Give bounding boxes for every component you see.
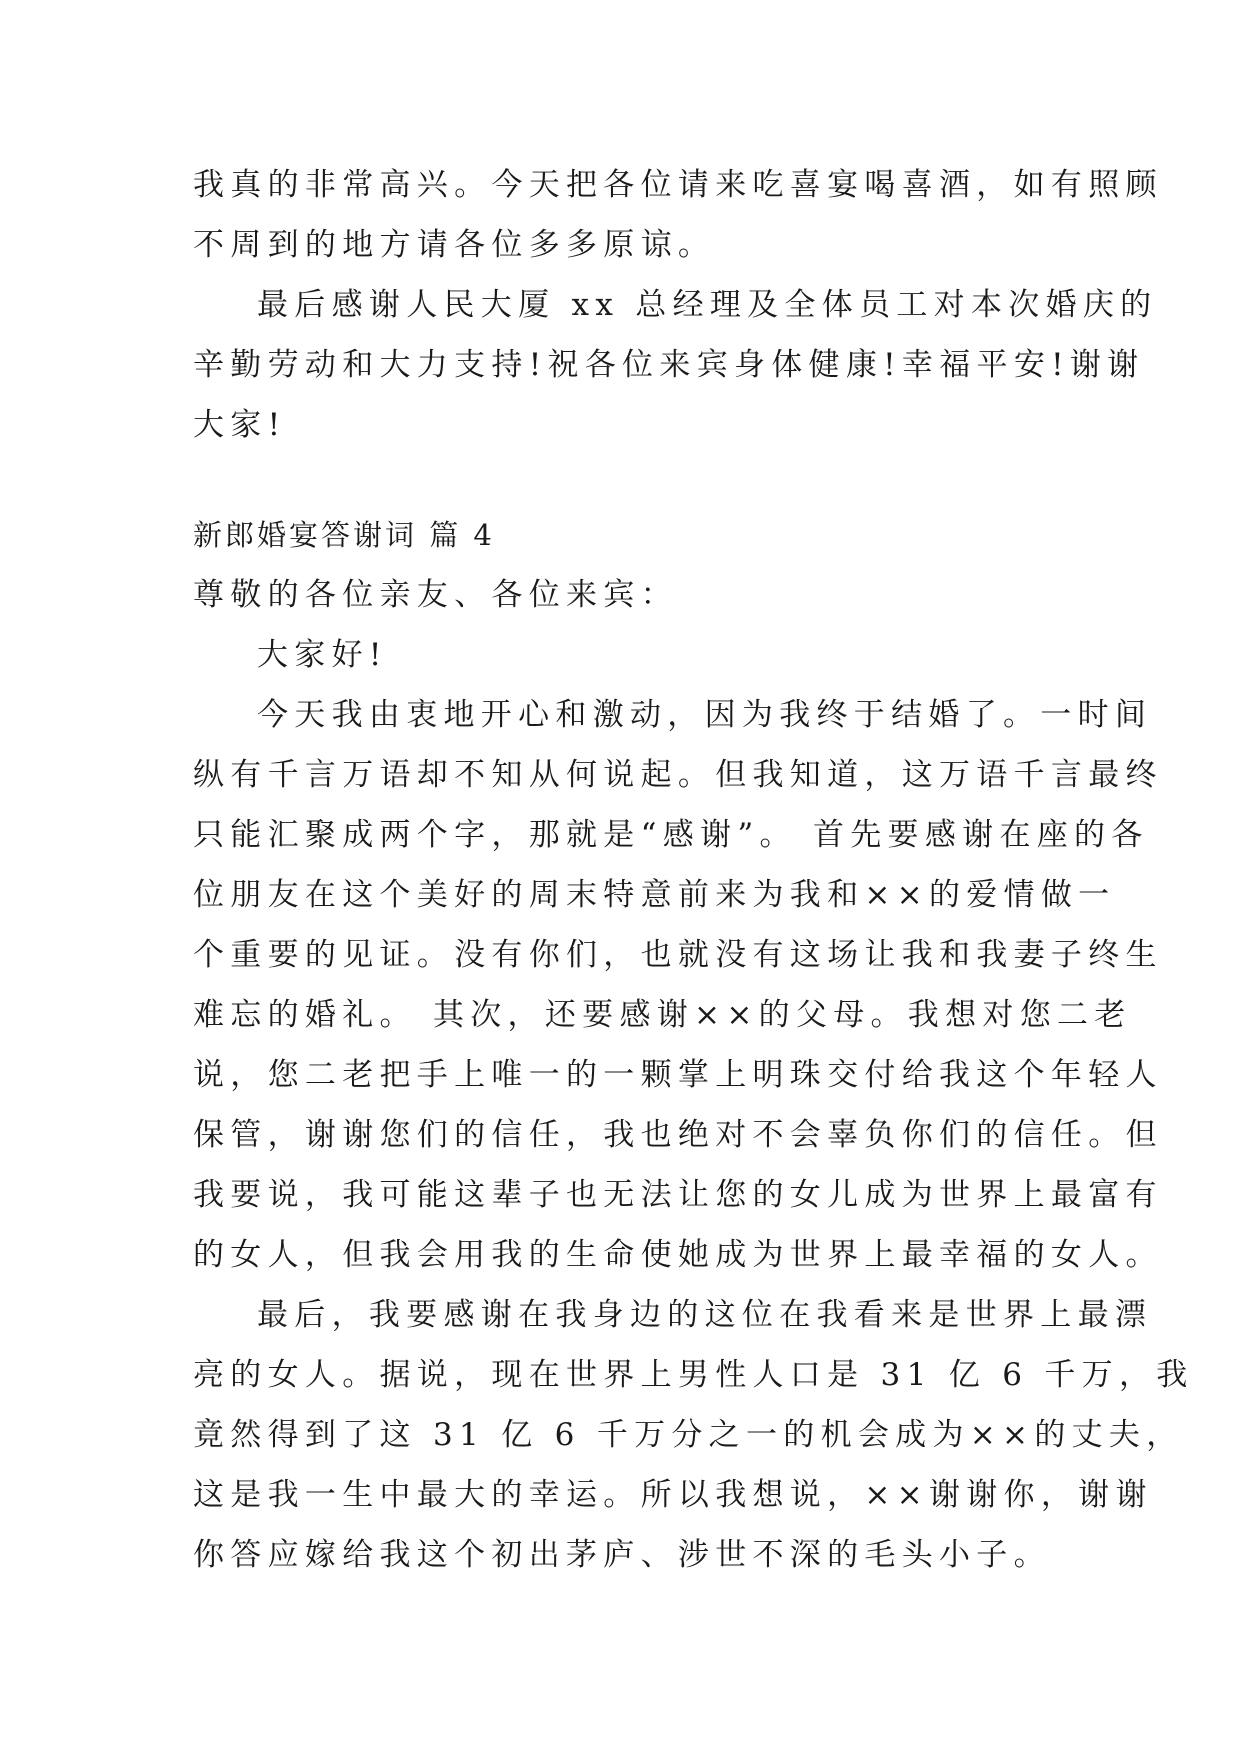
paragraph-line: 亮的女人。据说，现在世界上男性人口是 31 亿 6 千万，我 [193,1357,1194,1393]
paragraph-line: 保管，谢谢您们的信任，我也绝对不会辜负你们的信任。但 [193,1117,1163,1153]
paragraph-line: 说，您二老把手上唯一的一颗掌上明珠交付给我这个年轻人 [193,1057,1163,1093]
paragraph-line: 我要说，我可能这辈子也无法让您的女儿成为世界上最富有 [193,1177,1163,1213]
paragraph-line: 纵有千言万语却不知从何说起。但我知道，这万语千言最终 [193,757,1163,793]
paragraph-line: 只能汇聚成两个字，那就是“感谢”。 首先要感谢在座的各 [193,817,1149,853]
paragraph-line: 大家! [193,407,287,443]
section-2-text [193,505,1194,1585]
section-heading: 新郎婚宴答谢词 篇 4 [193,518,495,552]
paragraph-line: 这是我一生中最大的幸运。所以我想说，××谢谢你，谢谢 [193,1477,1153,1513]
salutation-line: 尊敬的各位亲友、各位来宾： [193,577,678,613]
paragraph-line: 最后感谢人民大厦 xx 总经理及全体员工对本次婚庆的 [257,287,1158,323]
paragraph-line: 个重要的见证。没有你们，也就没有这场让我和我妻子终生 [193,937,1163,973]
paragraph-line: 不周到的地方请各位多多原谅。 [193,227,716,263]
paragraph-line: 今天我由衷地开心和激动，因为我终于结婚了。一时间 [257,697,1153,733]
paragraph-line: 辛勤劳动和大力支持!祝各位来宾身体健康!幸福平安!谢谢 [193,347,1145,383]
section-1-text [193,155,1163,455]
paragraph-line: 最后，我要感谢在我身边的这位在我看来是世界上最漂 [257,1297,1153,1333]
paragraph-line: 我真的非常高兴。今天把各位请来吃喜宴喝喜酒，如有照顾 [193,167,1163,203]
paragraph-line: 难忘的婚礼。 其次，还要感谢××的父母。我想对您二老 [193,997,1132,1033]
greeting-line: 大家好! [257,637,388,673]
paragraph-line: 位朋友在这个美好的周末特意前来为我和××的爱情做一 [193,877,1116,913]
paragraph-line: 的女人，但我会用我的生命使她成为世界上最幸福的女人。 [193,1237,1163,1273]
paragraph-line: 竟然得到了这 31 亿 6 千万分之一的机会成为××的丈夫， [193,1417,1184,1453]
paragraph-line: 你答应嫁给我这个初出茅庐、涉世不深的毛头小子。 [193,1537,1051,1573]
